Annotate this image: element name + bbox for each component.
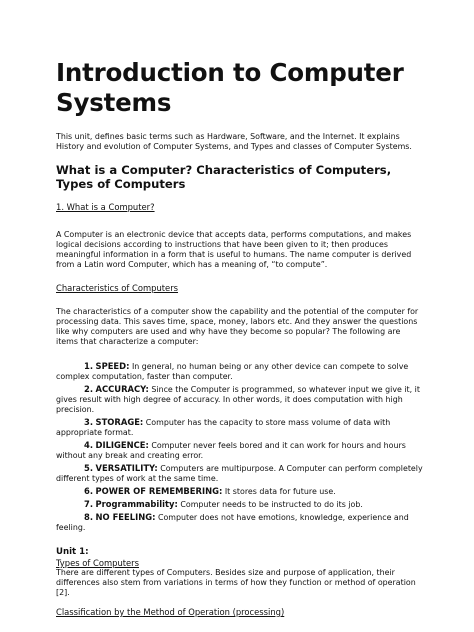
item-number: 2. [84, 384, 94, 394]
intro-paragraph: This unit, defines basic terms such as Hardware, Software, and the Internet. It explains History and evolution of Computer Systems, and Types and classes of Computer Systems. [56, 132, 412, 151]
unit-label: Unit 1: [56, 547, 89, 557]
item-number: 5. [84, 463, 94, 473]
definition-paragraph: A Computer is an electronic device that accepts data, performs computations, and makes logical decisions according to instructions that have been given to it; then produces meaningful information in a form that is useful to humans. The name computer is derived from a Latin word Computer, which has a meaning of, “to compute”. [56, 230, 412, 269]
item-number: 4. [84, 440, 94, 450]
item-text: In general, no human being or any other device can compete to solve complex computation, faster than computer. [56, 362, 409, 381]
characteristics-list [56, 361, 424, 533]
item-text: Computer never feels bored and it can work for hours and hours without any break and creating error. [56, 441, 406, 460]
list-item [56, 512, 424, 533]
document-title: Introduction to Computer Systems [56, 58, 404, 117]
characteristics-intro-paragraph: The characteristics of a computer show the capability and the potential of the computer for processing data. This saves time, space, money, labors etc. And they answer the questions like why computers are used and why have they become so popular? The following are items that characterize a computer: [56, 307, 419, 346]
item-term: ACCURACY: [95, 384, 149, 394]
item-number: 7. [84, 499, 94, 509]
document-page [56, 58, 424, 617]
item-number: 3. [84, 417, 94, 427]
list-item [56, 440, 424, 461]
item-number: 8. [84, 512, 94, 522]
item-term: DILIGENCE: [95, 440, 149, 450]
item-term: VERSATILITY: [95, 463, 158, 473]
item-text: Computer does not have emotions, knowledge, experience and feeling. [56, 513, 409, 532]
item-number: 1. [84, 361, 94, 371]
item-text: Since the Computer is programmed, so whatever input we give it, it gives result with high degree of accuracy. In other words, it does computation with high precision. [56, 385, 420, 414]
item-term: STORAGE: [95, 417, 144, 427]
item-term: POWER OF REMEMBERING: [95, 486, 223, 496]
item-term: Programmability: [95, 499, 178, 509]
item-number: 6. [84, 486, 94, 496]
list-item [56, 384, 424, 415]
types-heading-link[interactable]: Types of Computers [56, 558, 139, 568]
types-paragraph: There are different types of Computers. Besides size and purpose of application, their differences also stem from variations in terms of how they function or method of operation [2]. [56, 568, 416, 597]
list-item [56, 417, 424, 438]
section-heading: What is a Computer? Characteristics of Computers, Types of Computers [56, 163, 392, 191]
list-item [56, 486, 424, 497]
item-term: SPEED: [95, 361, 130, 371]
list-item [56, 499, 424, 510]
item-text: It stores data for future use. [222, 487, 336, 496]
classification-heading-link[interactable]: Classification by the Method of Operation (processing) [56, 607, 285, 617]
characteristics-heading-link[interactable]: Characteristics of Computers [56, 283, 179, 293]
item-text: Computer needs to be instructed to do its job. [177, 500, 363, 509]
item-term: NO FEELING: [95, 512, 156, 522]
item-text: Computer has the capacity to store mass volume of data with appropriate format. [56, 418, 391, 437]
list-item [56, 463, 424, 484]
what-is-computer-link[interactable]: 1. What is a Computer? [56, 202, 155, 212]
list-item [56, 361, 424, 382]
item-text: Computers are multipurpose. A Computer can perform completely different types of work at the same time. [56, 464, 423, 483]
